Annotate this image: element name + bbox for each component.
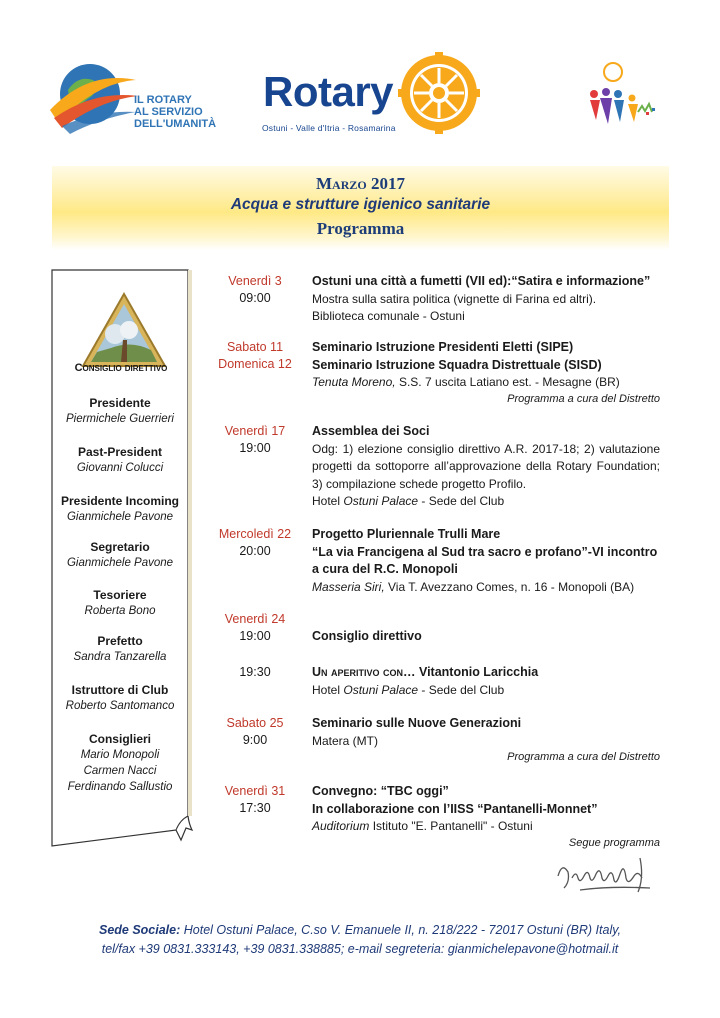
role-label: Consiglieri <box>88 732 151 746</box>
signature-image <box>550 848 660 898</box>
role-treasurer <box>48 588 192 619</box>
follow-note: Segue programma <box>568 837 660 849</box>
place-prefix: Hotel <box>312 682 344 697</box>
event-title: Convegno: “TBC oggi” <box>312 784 449 798</box>
role-name: Roberta Bono <box>84 605 156 617</box>
event-day: Sabato 25 <box>226 716 284 730</box>
council-emblem-icon <box>81 292 167 370</box>
role-name: Gianmichele Pavone <box>66 557 174 569</box>
event-date <box>205 339 305 373</box>
event-place <box>312 682 662 700</box>
footer-contacts <box>30 921 690 959</box>
role-name: Gianmichele Pavone <box>66 511 174 523</box>
event-time: 9:00 <box>242 733 268 747</box>
place-name: Ostuni Palace <box>343 682 419 697</box>
event-date <box>205 423 305 457</box>
event-title: Assemblea dei Soci <box>312 424 430 438</box>
event-date <box>205 783 305 817</box>
role-name: Roberto Santomanco <box>65 700 175 712</box>
event-time: 20:00 <box>239 544 271 558</box>
role-secretary <box>48 540 192 571</box>
place-name: Auditorium <box>312 819 370 833</box>
board-title: Consiglio direttivo <box>74 362 168 374</box>
rotary-wheel-icon <box>398 52 480 134</box>
globe-swoosh-icon <box>48 50 138 140</box>
event-title: Seminario Istruzione Presidenti Eletti (SIPE) <box>312 340 574 354</box>
place-prefix: Hotel <box>312 494 344 508</box>
event-place: Matera (MT) <box>312 733 378 748</box>
role-club-instructor <box>48 683 192 714</box>
role-name: Piermichele Guerrieri <box>65 413 174 425</box>
event-day: Venerdì 17 <box>224 424 286 438</box>
place-suffix: - Sede del Club <box>418 494 505 508</box>
event-description: Mostra sulla satira politica (vignette di Farina ed altri). <box>312 291 597 306</box>
role-label: Prefetto <box>97 634 143 648</box>
district-note: Programma a cura del Distretto <box>507 751 660 763</box>
event-time: 19:00 <box>239 441 271 455</box>
footer-address <box>30 921 690 940</box>
place-name: Ostuni Palace <box>343 494 419 508</box>
guest-name: Vitantonio Laricchia <box>415 665 539 679</box>
board-sidebar <box>48 268 194 848</box>
place-address: Istituto "E. Pantanelli" - Ostuni <box>369 819 533 833</box>
club-name: Ostuni - Valle d'Itria - Rosamarina <box>262 123 396 133</box>
title-prefix: Un aperitivo con… <box>312 665 416 679</box>
program-title: Programma <box>316 219 405 238</box>
role-label: Istruttore di Club <box>71 683 169 697</box>
role-label: Segretario <box>90 540 150 554</box>
logo-text-line: IL ROTARY <box>134 94 192 106</box>
event-day: Mercoledì 22 <box>218 527 292 541</box>
event-day: Venerdì 24 <box>224 612 286 626</box>
event-day: Venerdì 3 <box>228 274 282 288</box>
event-item <box>312 715 662 750</box>
event-item <box>312 783 662 836</box>
event-title <box>312 664 662 682</box>
event-day: Venerdì 31 <box>224 784 286 798</box>
role-label: Presidente Incoming <box>60 494 180 508</box>
event-item <box>312 339 662 392</box>
event-place <box>312 493 662 511</box>
district-note: Programma a cura del Distretto <box>507 393 660 405</box>
role-name: Mario Monopoli <box>80 749 160 761</box>
footer-address-text: Hotel Ostuni Palace, C.so V. Emanuele II, n. 218/222 - 72017 Ostuni (BR) Italy, <box>180 923 622 937</box>
footer-phone-email: tel/fax +39 0831.333143, +39 0831.338885; e-mail segreteria: gianmichelepavone@hotmail.it <box>101 942 619 956</box>
event-time: 17:30 <box>239 801 271 815</box>
place-address: Via T. Avezzano Comes, n. 16 - Monopoli (BA) <box>384 579 635 594</box>
event-subtitle: In collaborazione con l’IISS “Pantanelli-Monnet” <box>312 801 598 816</box>
role-name: Sandra Tanzarella <box>73 651 167 663</box>
place-suffix: - Sede del Club <box>418 682 505 697</box>
event-title: Progetto Pluriennale Trulli Mare <box>312 527 501 541</box>
place-name: Tenuta Moreno, <box>312 375 396 389</box>
place-name: Masseria Siri, <box>312 579 385 594</box>
event-item <box>312 423 662 511</box>
title-banner <box>52 166 669 250</box>
role-label: Presidente <box>89 396 151 410</box>
event-place <box>312 374 662 392</box>
event-date <box>205 273 305 307</box>
event-title: Consiglio direttivo <box>312 629 422 643</box>
rotary-wordmark: Rotary <box>263 68 394 115</box>
event-agenda: Odg: 1) elezione consiglio direttivo A.R. 2017-18; 2) valutazione progetti da sottoporre all’approvazione della Rotary Foundation; 3) compilazione schede progetto Profilo. <box>312 441 660 491</box>
event-time: 19:00 <box>239 629 271 643</box>
event-date <box>205 715 305 749</box>
event-time: 19:30 <box>239 665 271 679</box>
district-logo <box>580 50 670 140</box>
event-subtitle: “La via Francigena al Sud tra sacro e profano”-VI incontro a cura del R.C. Monopoli <box>312 544 658 576</box>
event-date <box>205 664 305 681</box>
place-address: S.S. 7 uscita Latiano est. - Mesagne (BR) <box>395 375 620 389</box>
event-item <box>312 628 662 646</box>
people-celebration-icon <box>580 50 670 140</box>
theme-title: Acqua e strutture igienico sanitarie <box>230 196 491 213</box>
role-label: Tesoriere <box>93 588 147 602</box>
role-past-president <box>48 445 192 476</box>
event-place <box>312 579 662 597</box>
footer-label: Sede Sociale: <box>98 923 181 937</box>
event-item <box>312 526 662 596</box>
event-day: Domenica 12 <box>218 357 292 371</box>
role-president-incoming <box>48 494 192 525</box>
event-title: Seminario sulle Nuove Generazioni <box>312 716 522 730</box>
role-label: Past-President <box>77 445 163 459</box>
event-item <box>312 664 662 699</box>
role-name: Carmen Nacci <box>83 765 157 777</box>
event-title: Seminario Istruzione Squadra Distrettuale (SISD) <box>312 357 602 372</box>
event-day: Sabato 11 <box>226 340 284 354</box>
role-name: Ferdinando Sallustio <box>67 781 173 793</box>
event-place: Biblioteca comunale - Ostuni <box>312 309 465 323</box>
event-place <box>312 818 662 836</box>
month-title: Marzo 2017 <box>316 174 405 193</box>
event-item <box>312 273 662 326</box>
role-prefect <box>48 634 192 665</box>
event-date <box>205 526 305 560</box>
event-time: 09:00 <box>239 291 271 305</box>
logo-text-line: DELL'UMANITÀ <box>134 118 217 130</box>
role-councillors <box>48 732 192 795</box>
role-name: Giovanni Colucci <box>76 462 164 474</box>
logo-text-line: AL SERVIZIO <box>134 106 203 118</box>
event-title: Ostuni una città a fumetti (VII ed):“Satira e informazione” <box>312 274 651 288</box>
rotary-service-logo <box>48 50 228 140</box>
role-president <box>48 396 192 427</box>
event-date <box>205 611 305 645</box>
